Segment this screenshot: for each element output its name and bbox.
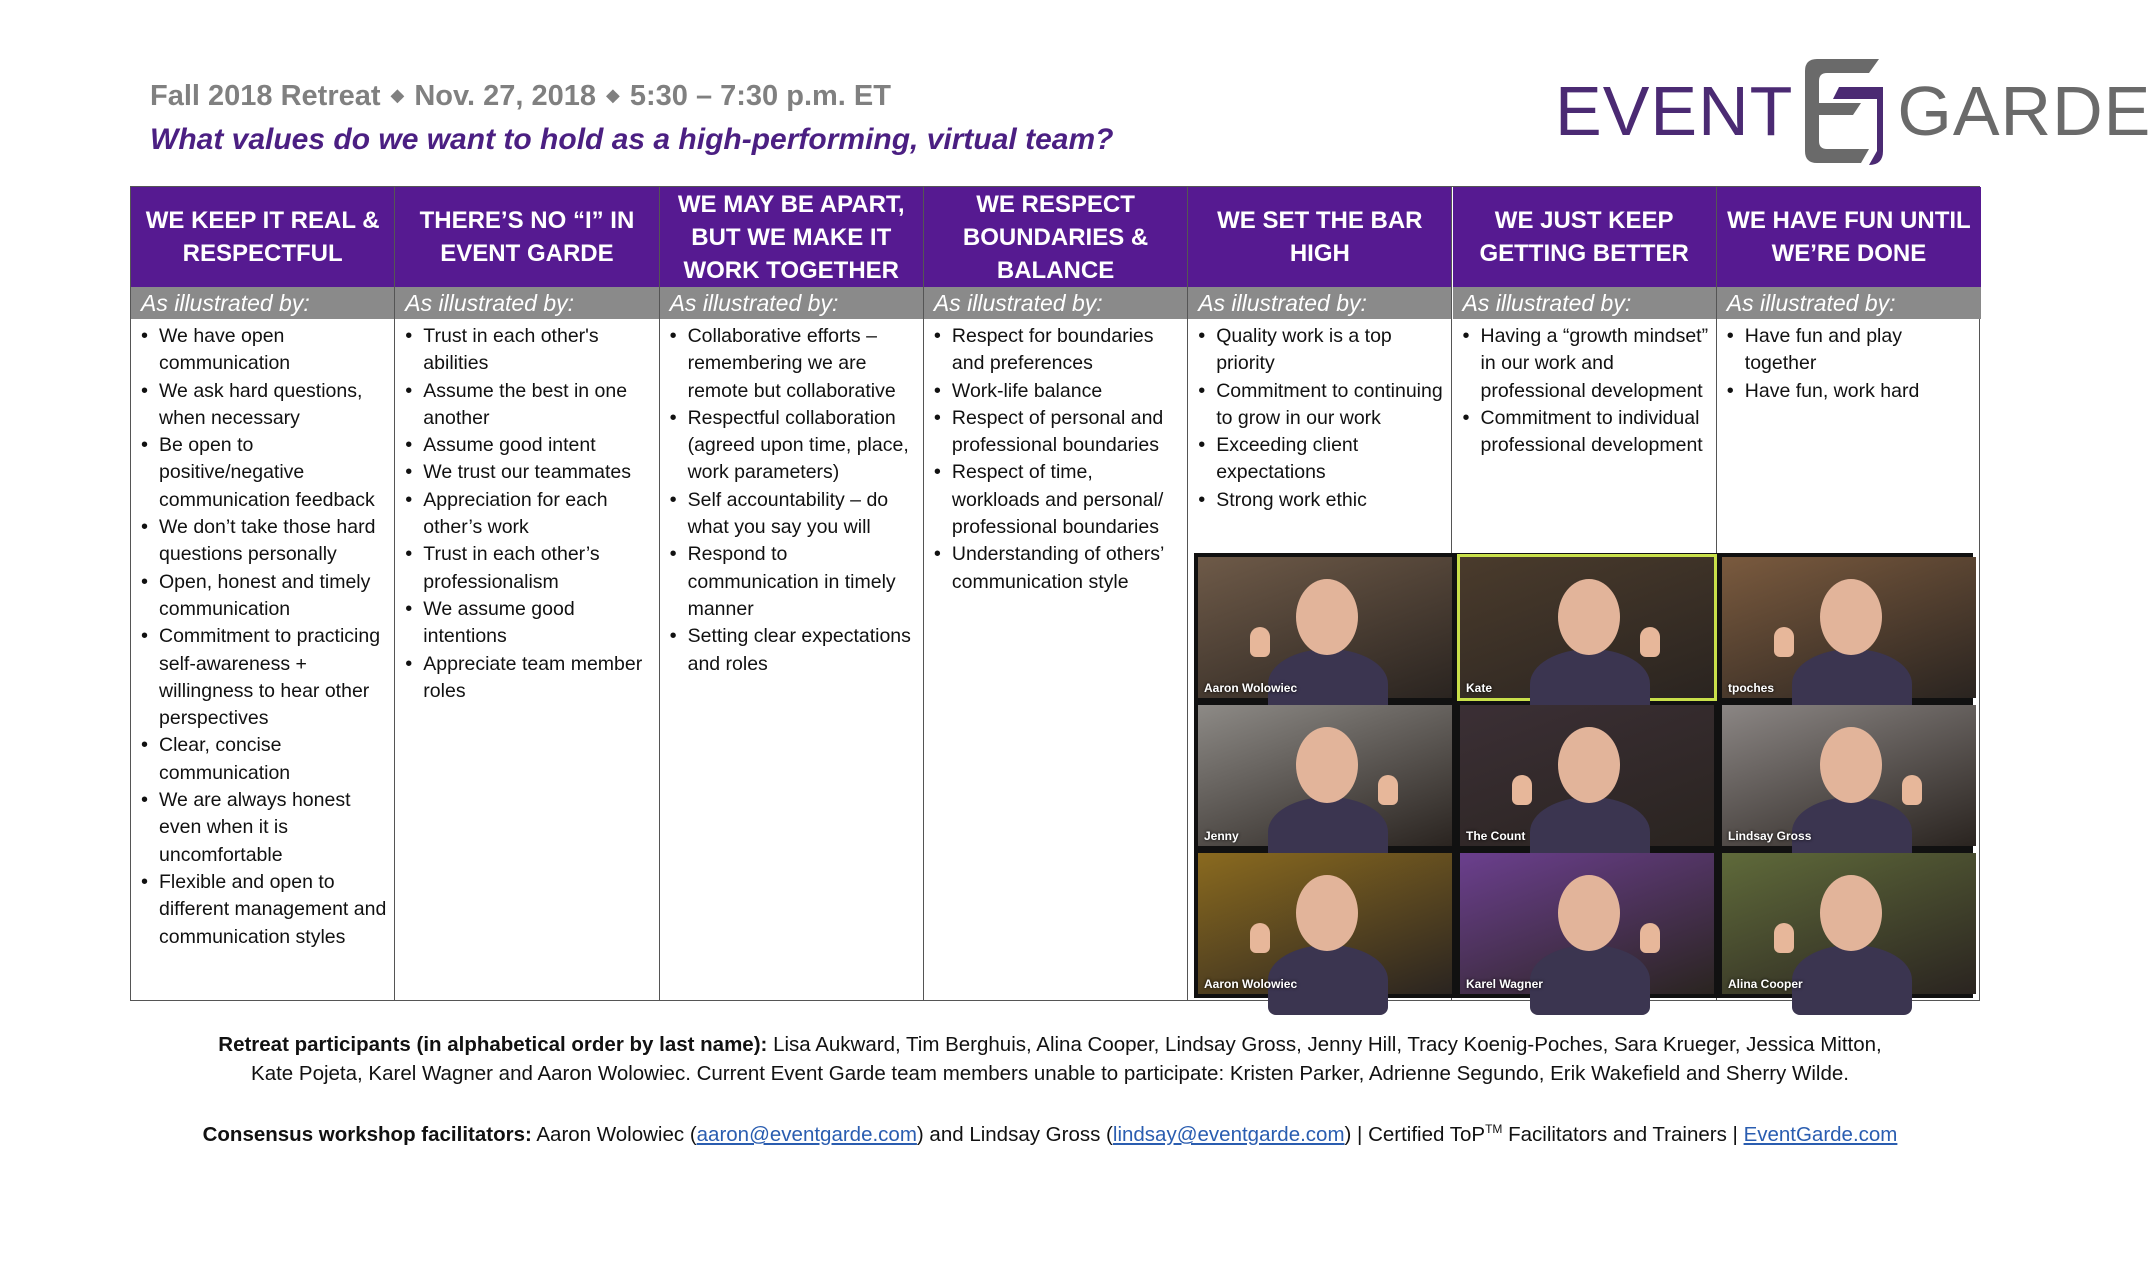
website-link[interactable]: EventGarde.com — [1743, 1122, 1898, 1146]
participant-body — [1530, 945, 1650, 1015]
participant-name: Lindsay Gross — [1728, 829, 1812, 843]
list-item: • Be open to positive/negative communication feedback — [141, 432, 388, 514]
list-item: • Commitment to practicing self-awareness + willingness to hear other perspectives — [141, 623, 388, 732]
list-item: • Respectful collaboration (agreed upon time, place, work parameters) — [670, 405, 917, 487]
list-item: • Commitment to continuing to grow in our work — [1198, 378, 1445, 433]
facilitators-note — [0, 1115, 2100, 1149]
list-item: • Strong work ethic — [1198, 487, 1445, 514]
participant-face — [1296, 727, 1358, 803]
list-item: • Work-life balance — [934, 378, 1181, 405]
list-item: • We ask hard questions, when necessary — [141, 378, 388, 433]
event-garde-logo — [1555, 48, 2151, 173]
event-name: Fall 2018 Retreat — [150, 80, 381, 112]
thumbs-up-icon — [1902, 775, 1922, 805]
participant-video-tile — [1460, 705, 1714, 846]
participant-face — [1820, 875, 1882, 951]
list-item: • Appreciate team member roles — [405, 651, 652, 706]
illustrated-by-label: As illustrated by: — [1717, 287, 1981, 319]
list-item: • We are always honest even when it is uncomfortable — [141, 787, 388, 869]
list-item: • We trust our teammates — [405, 459, 652, 486]
values-column — [660, 187, 924, 1000]
list-item: • Clear, concise communication — [141, 732, 388, 787]
participants-note — [0, 1030, 2100, 1088]
list-item: • We don’t take those hard questions personally — [141, 514, 388, 569]
participant-video-tile — [1198, 853, 1452, 994]
illustrated-by-label: As illustrated by: — [1188, 287, 1451, 319]
values-column — [131, 187, 395, 1000]
values-list — [660, 319, 923, 678]
header — [150, 80, 1113, 157]
diamond-icon: ◆ — [390, 85, 405, 105]
trainers-text: Facilitators and Trainers | — [1502, 1122, 1744, 1146]
list-item: • Respect for boundaries and preferences — [934, 323, 1181, 378]
values-list — [1188, 319, 1451, 514]
column-heading: WE KEEP IT REAL & RESPECTFUL — [131, 187, 394, 287]
participant-video-tile — [1722, 705, 1976, 846]
participants-line1: Lisa Aukward, Tim Berghuis, Alina Cooper, Lindsay Gross, Jenny Hill, Tracy Koenig-Poches, Sara Krueger, Jessica Mitton, — [773, 1033, 1882, 1056]
participant-name: Aaron Wolowiec — [1204, 681, 1298, 695]
list-item: • Having a “growth mindset” in our work and professional development — [1463, 323, 1710, 405]
thumbs-up-icon — [1250, 627, 1270, 657]
list-item: • Exceeding client expectations — [1198, 432, 1445, 487]
certified-text: ) | Certified ToP — [1344, 1122, 1486, 1146]
list-item: • We assume good intentions — [405, 596, 652, 651]
list-item: • Appreciation for each other’s work — [405, 487, 652, 542]
list-item: • Assume good intent — [405, 432, 652, 459]
email-link-aaron[interactable]: aaron@eventgarde.com — [696, 1122, 917, 1146]
list-item: • Understanding of others’ communication style — [934, 541, 1181, 596]
participant-video-tile — [1460, 557, 1714, 698]
list-item: • Respond to communication in timely manner — [670, 541, 917, 623]
participant-video-tile — [1722, 853, 1976, 994]
list-item: • Respect of personal and professional boundaries — [934, 405, 1181, 460]
thumbs-up-icon — [1250, 923, 1270, 953]
list-item: • Assume the best in one another — [405, 378, 652, 433]
participant-face — [1296, 579, 1358, 655]
list-item: • Open, honest and timely communication — [141, 569, 388, 624]
participant-face — [1558, 579, 1620, 655]
list-item: • Have fun and play together — [1727, 323, 1975, 378]
list-item: • Trust in each other’s professionalism — [405, 541, 652, 596]
diamond-icon: ◆ — [606, 85, 620, 105]
column-heading: WE MAY BE APART, BUT WE MAKE IT WORK TOGETHER — [660, 187, 923, 287]
facilitator-text: Aaron Wolowiec ( — [536, 1122, 697, 1146]
list-item: • Trust in each other's abilities — [405, 323, 652, 378]
logo-word-right: GARDE — [1897, 71, 2151, 150]
participant-name: Karel Wagner — [1466, 977, 1543, 991]
participant-name: tpoches — [1728, 681, 1775, 695]
participant-name: Kate — [1466, 681, 1493, 695]
trademark-mark: TM — [1485, 1122, 1503, 1136]
illustrated-by-label: As illustrated by: — [131, 287, 394, 319]
list-item: • Collaborative efforts – remembering we are remote but collaborative — [670, 323, 917, 405]
participant-video-tile — [1722, 557, 1976, 698]
list-item: • Have fun, work hard — [1727, 378, 1975, 405]
logo-mark-icon — [1799, 51, 1891, 171]
illustrated-by-label: As illustrated by: — [660, 287, 923, 319]
values-list — [1717, 319, 1981, 405]
event-date: Nov. 27, 2018 — [414, 80, 596, 112]
column-heading: THERE’S NO “I” IN EVENT GARDE — [395, 187, 658, 287]
list-item: • Commitment to individual professional development — [1463, 405, 1710, 460]
participant-face — [1820, 727, 1882, 803]
participant-name: The Count — [1466, 829, 1526, 843]
thumbs-up-icon — [1774, 923, 1794, 953]
thumbs-up-icon — [1640, 627, 1660, 657]
participant-face — [1820, 579, 1882, 655]
participant-face — [1558, 875, 1620, 951]
thumbs-up-icon — [1378, 775, 1398, 805]
logo-word-left: EVENT — [1555, 71, 1794, 150]
participant-body — [1792, 945, 1912, 1015]
illustrated-by-label: As illustrated by: — [395, 287, 658, 319]
column-heading: WE JUST KEEP GETTING BETTER — [1453, 187, 1716, 287]
thumbs-up-icon — [1774, 627, 1794, 657]
participants-line2: Kate Pojeta, Karel Wagner and Aaron Wolowiec. Current Event Garde team members unable to participate: Kristen Parker, Adrienne Segundo, Erik Wakefield and Sherry Wilde. — [251, 1062, 1849, 1085]
list-item: • Setting clear expectations and roles — [670, 623, 917, 678]
values-list — [131, 319, 394, 951]
participant-video-tile — [1198, 557, 1452, 698]
values-list — [924, 319, 1187, 596]
column-heading: WE RESPECT BOUNDARIES & BALANCE — [924, 187, 1187, 287]
values-list — [395, 319, 658, 705]
video-call-photo-grid — [1194, 553, 1973, 998]
event-subtitle — [150, 80, 1113, 113]
participant-name: Alina Cooper — [1728, 977, 1803, 991]
column-heading: WE SET THE BAR HIGH — [1188, 187, 1451, 287]
participants-label: Retreat participants (in alphabetical order by last name): — [218, 1033, 768, 1056]
list-item: • Respect of time, workloads and personal/ professional boundaries — [934, 459, 1181, 541]
facilitators-label: Consensus workshop facilitators: — [202, 1122, 532, 1146]
participant-name: Aaron Wolowiec — [1204, 977, 1298, 991]
participant-name: Jenny — [1204, 829, 1239, 843]
illustrated-by-label: As illustrated by: — [1453, 287, 1716, 319]
illustrated-by-label: As illustrated by: — [924, 287, 1187, 319]
facilitator-mid-text: ) and Lindsay Gross ( — [916, 1122, 1113, 1146]
participant-video-tile — [1198, 705, 1452, 846]
event-time: 5:30 – 7:30 p.m. ET — [629, 80, 891, 112]
column-heading: WE HAVE FUN UNTIL WE’RE DONE — [1717, 187, 1981, 287]
values-column — [924, 187, 1188, 1000]
participant-video-tile — [1460, 853, 1714, 994]
list-item: • Quality work is a top priority — [1198, 323, 1445, 378]
email-link-lindsay[interactable]: lindsay@eventgarde.com — [1112, 1122, 1345, 1146]
list-item: • Flexible and open to different management and communication styles — [141, 869, 388, 951]
thumbs-up-icon — [1640, 923, 1660, 953]
thumbs-up-icon — [1512, 775, 1532, 805]
participant-face — [1296, 875, 1358, 951]
list-item: • Self accountability – do what you say you will — [670, 487, 917, 542]
page-question: What values do we want to hold as a high-performing, virtual team? — [150, 123, 1114, 156]
values-column — [395, 187, 659, 1000]
participant-face — [1558, 727, 1620, 803]
values-list — [1453, 319, 1716, 459]
list-item: • We have open communication — [141, 323, 388, 378]
